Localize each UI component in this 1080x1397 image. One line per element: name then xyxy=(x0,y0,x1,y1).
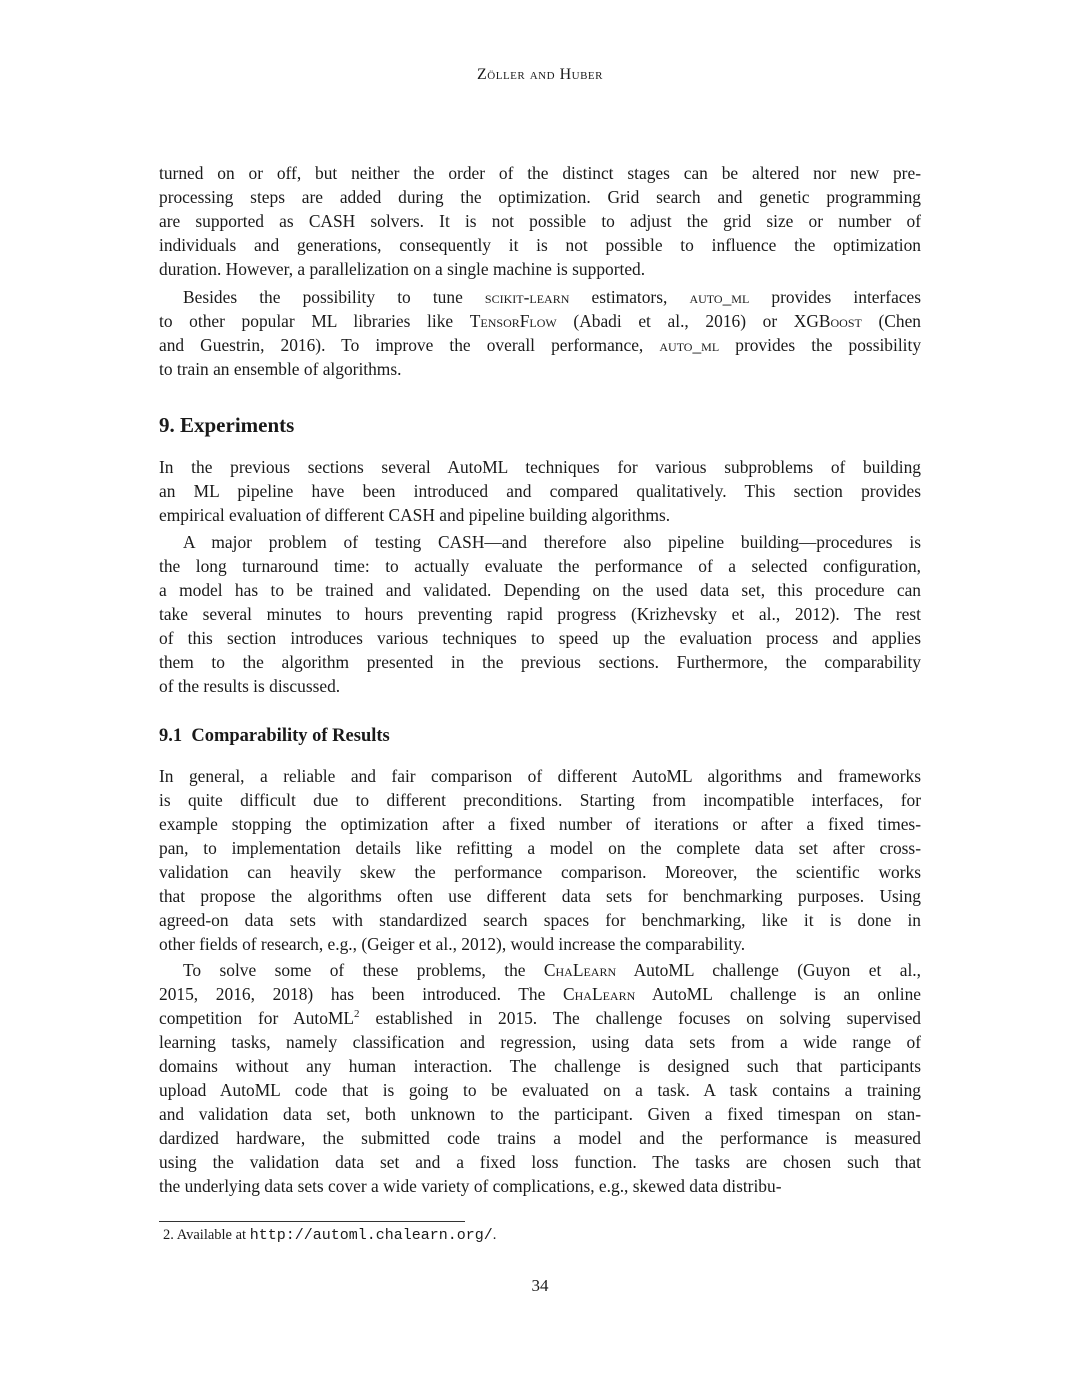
small-caps-name: XGBoost xyxy=(793,311,862,331)
small-caps-name: scikit-learn xyxy=(484,287,570,307)
text-line: of the results is discussed. xyxy=(159,676,341,696)
text-line: competition for AutoML$^2$ established in 2015. The challenge focuses on solving supervised xyxy=(159,1008,921,1028)
text-line: and Guestrin, 2016). To improve the overall performance, auto_ml provides the possibility xyxy=(159,335,921,355)
footnote-rule xyxy=(159,1221,465,1222)
text-line: pan, to implementation details like refitting a model on the complete data set after cross- xyxy=(159,838,921,858)
text-line: and validation data set, both unknown to the participant. Given a fixed timespan on stan- xyxy=(159,1104,921,1124)
paragraph xyxy=(159,958,921,1198)
text-line: Besides the possibility to tune scikit-learn estimators, auto_ml provides interfaces xyxy=(183,287,921,307)
text-line: In the previous sections several AutoML techniques for various subproblems of building xyxy=(159,457,921,477)
text-line: To solve some of these problems, the ChaLearn AutoML challenge (Guyon et al., xyxy=(183,960,921,980)
footnote-text: Available at xyxy=(176,1227,250,1243)
text-line: agreed-on data sets with standardized search spaces for benchmarking, like it is done in xyxy=(159,910,921,930)
page-number: 34 xyxy=(531,1276,549,1295)
small-caps-name: ChaLearn xyxy=(543,960,617,980)
text-line: an ML pipeline have been introduced and compared qualitatively. This section provides xyxy=(159,481,921,501)
footnote-marker: 2. xyxy=(163,1227,174,1243)
subsection-heading: 9.1 Comparability of Results xyxy=(159,726,390,746)
section-heading: 9. Experiments xyxy=(159,413,295,437)
text-line: In general, a reliable and fair comparison of different AutoML algorithms and frameworks xyxy=(159,766,921,786)
footnote-end: . xyxy=(492,1227,497,1243)
small-caps-name: auto_ml xyxy=(659,335,720,355)
paragraph xyxy=(159,285,921,381)
text-line: learning tasks, namely classification and regression, using data sets from a wide range of xyxy=(159,1032,921,1052)
text-line: empirical evaluation of different CASH and pipeline building algorithms. xyxy=(159,505,671,525)
text-line: the long turnaround time: to actually evaluate the performance of a selected configuration, xyxy=(159,556,921,576)
paragraph xyxy=(159,455,921,527)
text-line: individuals and generations, consequently it is not possible to influence the optimization xyxy=(159,235,921,255)
paragraph xyxy=(159,530,921,698)
text-line: them to the algorithm presented in the previous sections. Furthermore, the comparability xyxy=(159,652,921,672)
text-line: of this section introduces various techniques to speed up the evaluation process and applies xyxy=(159,628,921,648)
small-caps-name: ChaLearn xyxy=(563,984,636,1004)
text-line: turned on or off, but neither the order of the distinct stages can be altered nor new pre- xyxy=(159,163,921,183)
text-line: are supported as CASH solvers. It is not possible to adjust the grid size or number of xyxy=(159,211,921,231)
text-line: domains without any human interaction. The challenge is designed such that participants xyxy=(159,1056,921,1076)
text-line: example stopping the optimization after a fixed number of iterations or after a fixed times- xyxy=(159,814,921,834)
text-line: is quite difficult due to different preconditions. Starting from incompatible interfaces, for xyxy=(159,790,921,810)
text-line: 2015, 2016, 2018) has been introduced. The ChaLearn AutoML challenge is an online xyxy=(159,984,921,1004)
text-line: dardized hardware, the submitted code trains a model and the performance is measured xyxy=(159,1128,921,1148)
text-line: processing steps are added during the optimization. Grid search and genetic programming xyxy=(159,187,921,207)
text-line: other fields of research, e.g., (Geiger et al., 2012), would increase the comparability. xyxy=(159,934,746,954)
footnote-ref: 2 xyxy=(354,1008,360,1021)
text-line: to other popular ML libraries like TensorFlow (Abadi et al., 2016) or XGBoost (Chen xyxy=(159,311,921,331)
footnote xyxy=(163,1225,496,1246)
small-caps-name: auto_ml xyxy=(689,287,750,307)
paragraph xyxy=(159,161,921,281)
running-head: Zöller and Huber xyxy=(477,66,603,83)
text-line: validation can heavily skew the performance comparison. Moreover, the scientific works xyxy=(159,862,921,882)
text-line: duration. However, a parallelization on a single machine is supported. xyxy=(159,259,646,279)
text-line: that propose the algorithms often use different data sets for benchmarking purposes. Using xyxy=(159,886,921,906)
text-line: A major problem of testing CASH—and therefore also pipeline building—procedures is xyxy=(183,532,921,552)
text-line: a model has to be trained and validated. Depending on the used data set, this procedure can xyxy=(159,580,921,600)
text-line: the underlying data sets cover a wide variety of complications, e.g., skewed data distribu- xyxy=(159,1176,782,1196)
text-line: using the validation data set and a fixed loss function. The tasks are chosen such that xyxy=(159,1152,921,1172)
text-line: to train an ensemble of algorithms. xyxy=(159,359,402,379)
small-caps-name: TensorFlow xyxy=(469,311,557,331)
footnote-link[interactable]: http://automl.chalearn.org/ xyxy=(249,1227,493,1244)
paragraph xyxy=(159,764,921,956)
text-line: upload AutoML code that is going to be evaluated on a task. A task contains a training xyxy=(159,1080,921,1100)
text-line: take several minutes to hours preventing rapid progress (Krizhevsky et al., 2012). The rest xyxy=(159,604,921,624)
